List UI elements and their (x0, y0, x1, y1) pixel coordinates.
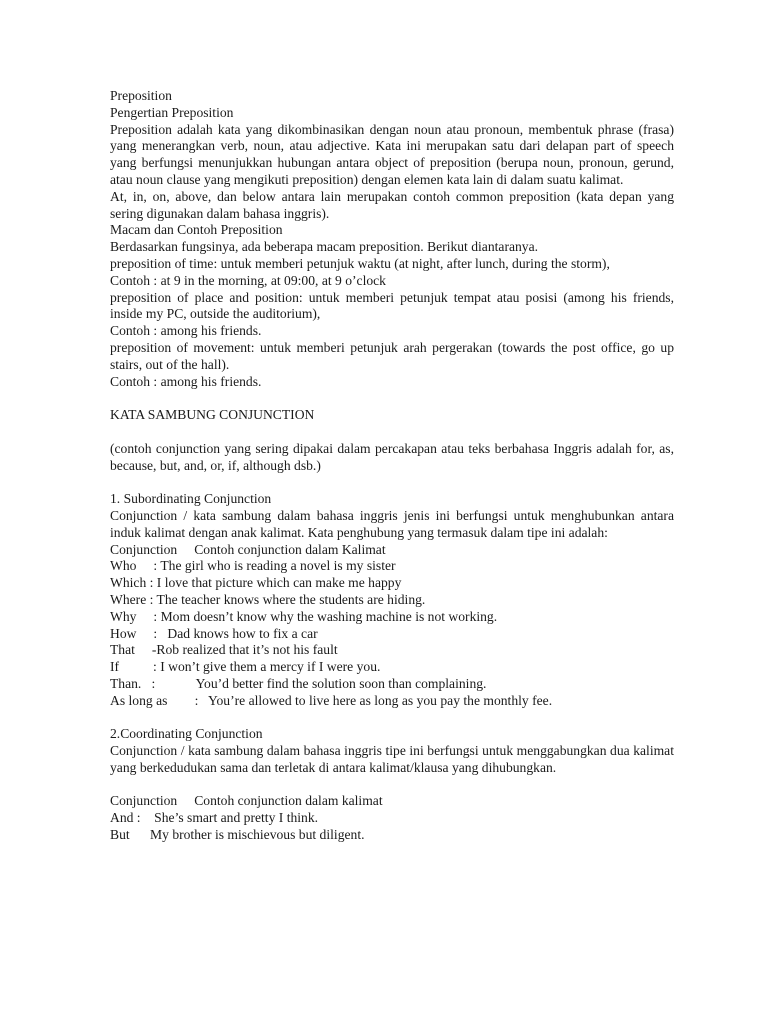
table-row: As long as : You’re allowed to live here as long as you pay the monthly fee. (110, 692, 553, 708)
table-row: And : She’s smart and pretty I think. (110, 810, 319, 826)
subordinating-description: Conjunction / kata sambung dalam bahasa inggris jenis ini berfungsi untuk menghubunkan antara induk kalimat dengan anak kalimat. Kata penghubung yang termasuk dalam tipe ini adalah: (110, 507, 674, 540)
preposition-title: Preposition (110, 88, 172, 103)
preposition-definition-paragraph: Preposition adalah kata yang dikombinasikan dengan noun atau pronoun, membentuk phrase (frasa) yang menerangkan verb, noun, atau adjective. Kata ini merupakan satu dari delapan part of speech yang berfungsi menunjukkan hubungan antara object of preposition (berupa noun, pronoun, gerund, atau noun clause yang mengikuti preposition) dengan elemen kata lain di dalam suatu kalimat. (110, 121, 674, 187)
table-row: If : I won’t give them a mercy if I were you. (110, 659, 381, 675)
table-row: Which : I love that picture which can make me happy (110, 575, 402, 591)
table-row: That -Rob realized that it’s not his fault (110, 642, 338, 658)
common-preposition-paragraph: At, in, on, above, dan below antara lain merupakan contoh common preposition (kata depan yang sering digunakan dalam bahasa inggris). (110, 188, 674, 221)
coordinating-description: Conjunction / kata sambung dalam bahasa inggris tipe ini berfungsi untuk menggabungkan dua kalimat yang berkedudukan sama dan terletak di antara kalimat/klausa yang dihubungkan. (110, 743, 674, 775)
time-example: Contoh : at 9 in the morning, at 09:00, at 9 o’clock (110, 272, 386, 288)
conjunction-intro: (contoh conjunction yang sering dipakai dalam percakapan atau teks berbahasa Inggris adalah for, as, because, but, and, or, if, although dsb.) (110, 440, 674, 473)
table-row: How : Dad knows how to fix a car (110, 625, 318, 641)
spacer (110, 424, 674, 441)
spacer (110, 390, 674, 407)
subordinating-heading: 1. Subordinating Conjunction (110, 491, 272, 507)
types-heading: Macam dan Contoh Preposition (110, 222, 283, 238)
preposition-of-place: preposition of place and position: untuk memberi petunjuk tempat atau posisi (among his friends, inside my PC, outside the auditorium), (110, 289, 674, 322)
preposition-subtitle: Pengertian Preposition (110, 104, 234, 120)
spacer (110, 777, 674, 794)
table-row: Than. : You’d better find the solution soon than complaining. (110, 675, 487, 691)
coordinating-heading: 2.Coordinating Conjunction (110, 726, 263, 742)
subordinating-table-header: Conjunction Contoh conjunction dalam Kalimat (110, 541, 386, 557)
movement-example: Contoh : among his friends. (110, 373, 262, 389)
document-body (110, 88, 674, 844)
coordinating-table-header: Conjunction Contoh conjunction dalam kalimat (110, 793, 383, 809)
preposition-of-movement: preposition of movement: untuk memberi petunjuk arah pergerakan (towards the post office, go up stairs, out of the hall). (110, 339, 674, 372)
table-row: But My brother is mischievous but diligent. (110, 827, 365, 843)
types-intro: Berdasarkan fungsinya, ada beberapa macam preposition. Berikut diantaranya. (110, 239, 539, 255)
spacer (110, 474, 674, 491)
preposition-of-time: preposition of time: untuk memberi petunjuk waktu (at night, after lunch, during the storm), (110, 255, 610, 271)
conjunction-heading: KATA SAMBUNG CONJUNCTION (110, 407, 315, 423)
table-row: Who : The girl who is reading a novel is my sister (110, 558, 396, 574)
spacer (110, 709, 674, 726)
table-row: Where : The teacher knows where the students are hiding. (110, 591, 426, 607)
table-row: Why : Mom doesn’t know why the washing machine is not working. (110, 608, 498, 624)
place-example: Contoh : among his friends. (110, 323, 262, 339)
